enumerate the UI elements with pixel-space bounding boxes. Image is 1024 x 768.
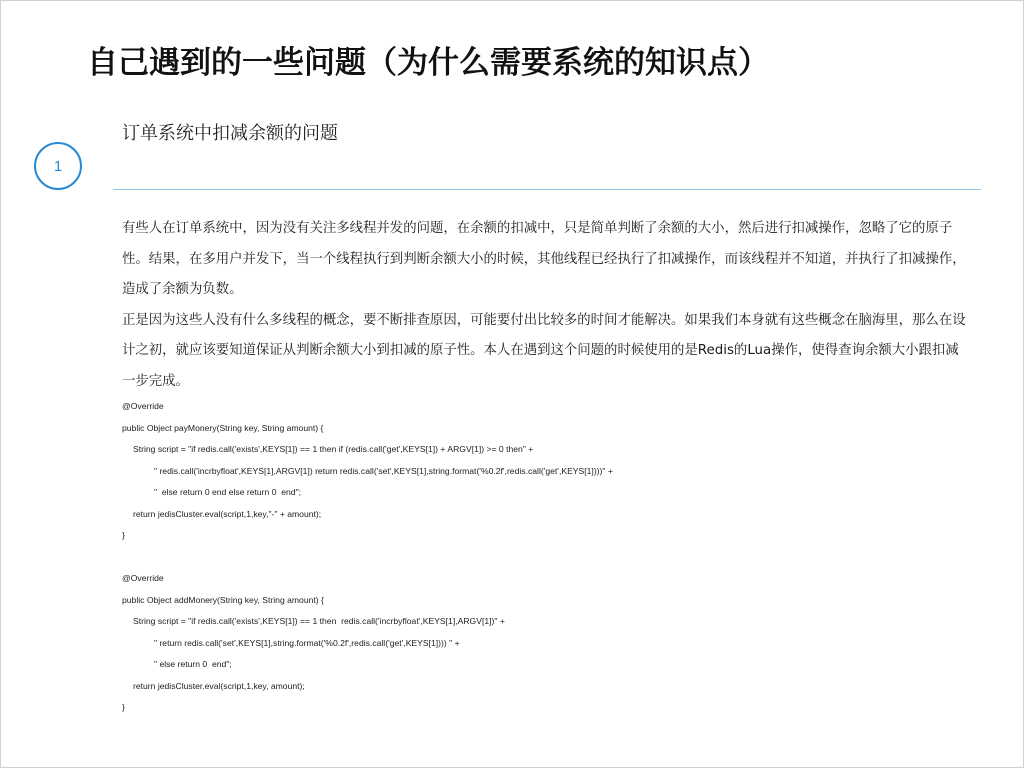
- section-number-badge: [34, 142, 82, 190]
- code-line: [122, 547, 982, 569]
- slide-title: 自己遇到的一些问题（为什么需要系统的知识点）: [87, 45, 769, 81]
- code-line: @Override: [122, 401, 164, 411]
- code-line: " else return 0 end";: [154, 659, 232, 669]
- code-line: " return redis.call('set',KEYS[1],string.format('%0.2f',redis.call('get',KEYS[1]))) " +: [154, 637, 460, 648]
- code-line: @Override: [122, 573, 164, 583]
- code-line: String script = "if redis.call('exists',KEYS[1]) == 1 then if (redis.call('get',KEYS[1]) + ARGV[1]) >= 0 then" +: [133, 444, 534, 454]
- code-line: public Object addMonery(String key, String amount) {: [122, 594, 324, 605]
- paragraph: 正是因为这些人没有什么多线程的概念，要不断排查原因，可能要付出比较多的时间才能解决。如果我们本身就有这些概念在脑海里，那么在设计之初，就应该要知道保证从判断余额大小到扣减的原子性。本人在遇到这个问题的时候使用的是Redis的Lua操作，使得查询余额大小跟扣减一步完成。: [122, 312, 966, 389]
- code-line: public Object payMonery(String key, String amount) {: [122, 422, 324, 433]
- section-number: 1: [53, 157, 63, 175]
- code-line: " else return 0 end else return 0 end";: [154, 487, 302, 497]
- code-line: return jedisCluster.eval(script,1,key,"-" + amount);: [133, 508, 322, 519]
- paragraph: 有些人在订单系统中，因为没有关注多线程并发的问题，在余额的扣减中，只是简单判断了余额的大小，然后进行扣减操作，忽略了它的原子性。结果，在多用户并发下，当一个线程执行到判断余额大小的时候，其他线程已经执行了扣减操作，而该线程并不知道，并执行了扣减操作，造成了余额为负数。: [122, 221, 966, 297]
- code-line: }: [122, 702, 125, 712]
- section-divider: [113, 189, 981, 190]
- code-line: return jedisCluster.eval(script,1,key, amount);: [133, 680, 305, 691]
- code-block: [122, 396, 982, 719]
- code-line: String script = "if redis.call('exists',KEYS[1]) == 1 then redis.call('incrbyfloat',KEYS[1],ARGV[1])" +: [133, 616, 505, 626]
- code-line: " redis.call('incrbyfloat',KEYS[1],ARGV[1]) return redis.call('set',KEYS[1],string.format('%0.2f',redis.call('get',KEYS[1])))" +: [154, 465, 613, 476]
- section-heading: 订单系统中扣减余额的问题: [122, 123, 338, 144]
- code-line: }: [122, 530, 125, 540]
- body-text: [122, 214, 972, 397]
